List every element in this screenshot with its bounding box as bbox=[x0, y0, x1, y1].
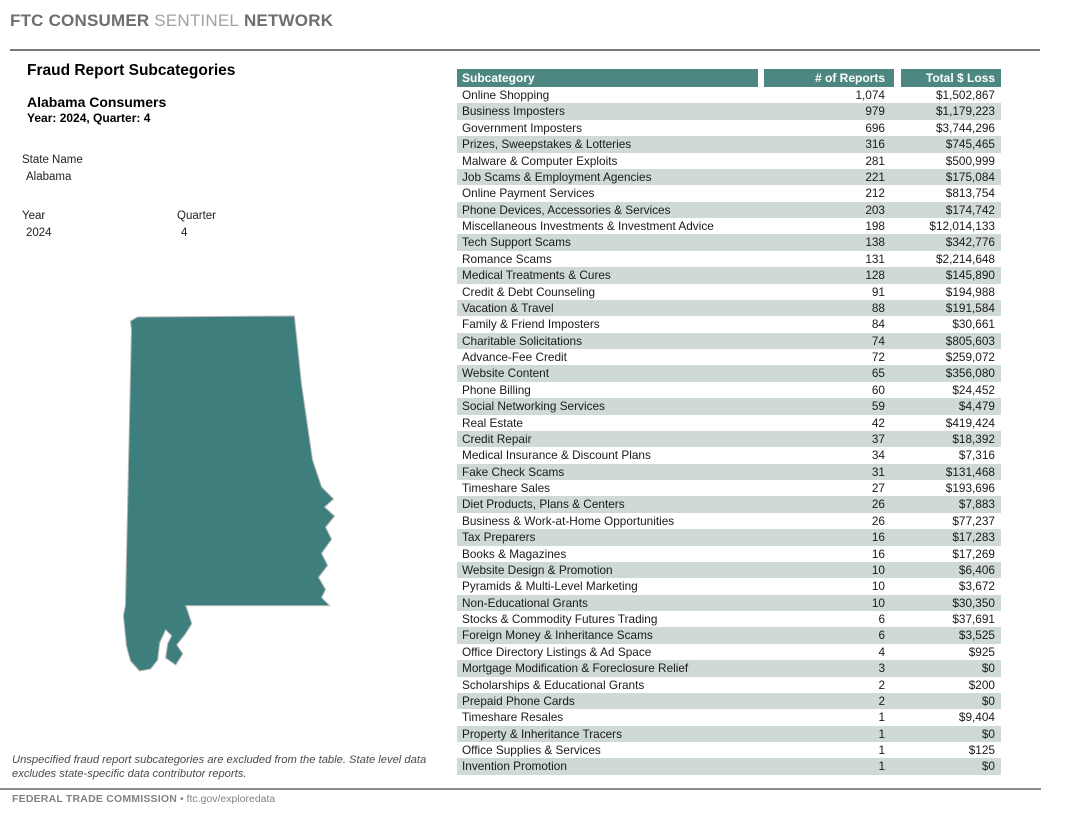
total-loss-cell: $145,890 bbox=[945, 268, 995, 283]
subcategory-cell: Tax Preparers bbox=[462, 530, 536, 545]
table-row[interactable] bbox=[457, 87, 1001, 103]
num-reports-cell: 26 bbox=[871, 513, 885, 528]
table-row[interactable] bbox=[457, 447, 1001, 463]
table-row[interactable] bbox=[457, 202, 1001, 218]
footer-agency: FEDERAL TRADE COMMISSION bbox=[12, 793, 178, 805]
total-loss-cell: $500,999 bbox=[945, 153, 995, 168]
footer-url[interactable]: ftc.gov/exploredata bbox=[186, 793, 276, 805]
subcategory-cell: Non-Educational Grants bbox=[462, 595, 588, 610]
footer-attribution bbox=[12, 793, 275, 805]
subcategory-cell: Family & Friend Imposters bbox=[462, 317, 600, 332]
num-reports-cell: 696 bbox=[865, 120, 885, 135]
subcategory-cell: Website Design & Promotion bbox=[462, 562, 613, 577]
num-reports-cell: 16 bbox=[871, 530, 885, 545]
subcategory-cell: Books & Magazines bbox=[462, 546, 567, 561]
num-reports-cell: 74 bbox=[871, 333, 885, 348]
num-reports-cell: 221 bbox=[865, 169, 885, 184]
subcategory-cell: Pyramids & Multi-Level Marketing bbox=[462, 579, 638, 594]
subcategory-cell: Office Supplies & Services bbox=[462, 743, 601, 757]
subcategory-cell: Stocks & Commodity Futures Trading bbox=[462, 612, 658, 626]
subcategory-cell: Fake Check Scams bbox=[462, 464, 565, 479]
table-header-row bbox=[457, 69, 1001, 87]
table-body bbox=[457, 87, 1001, 775]
column-header-total-loss[interactable]: Total $ Loss bbox=[901, 69, 1001, 87]
total-loss-cell: $174,742 bbox=[945, 202, 995, 217]
subcategory-cell: Online Shopping bbox=[462, 88, 550, 102]
subcategory-cell: Business Imposters bbox=[462, 104, 565, 119]
table-row[interactable] bbox=[457, 349, 1001, 365]
table-row[interactable] bbox=[457, 316, 1001, 332]
num-reports-cell: 2 bbox=[878, 693, 885, 708]
alabama-state-map[interactable] bbox=[116, 311, 342, 681]
num-reports-cell: 26 bbox=[871, 497, 885, 512]
total-loss-cell: $356,080 bbox=[945, 366, 995, 381]
table-row[interactable] bbox=[457, 726, 1001, 742]
subcategory-cell: Social Networking Services bbox=[462, 399, 605, 414]
num-reports-cell: 4 bbox=[878, 644, 885, 659]
total-loss-cell: $3,525 bbox=[958, 628, 995, 643]
quarter-filter-label: Quarter bbox=[177, 210, 216, 222]
table-row[interactable] bbox=[457, 480, 1001, 496]
num-reports-cell: 281 bbox=[865, 153, 885, 168]
total-loss-cell: $419,424 bbox=[945, 415, 995, 430]
table-row[interactable] bbox=[457, 333, 1001, 349]
fraud-subcategories-table bbox=[457, 69, 1001, 775]
total-loss-cell: $17,283 bbox=[952, 530, 995, 545]
page-title: Fraud Report Subcategories bbox=[27, 62, 236, 79]
num-reports-cell: 316 bbox=[865, 137, 885, 152]
num-reports-cell: 203 bbox=[865, 202, 885, 217]
table-row[interactable] bbox=[457, 496, 1001, 512]
subcategory-cell: Credit & Debt Counseling bbox=[462, 284, 596, 299]
num-reports-cell: 42 bbox=[871, 415, 885, 430]
num-reports-cell: 1,074 bbox=[855, 88, 885, 102]
num-reports-cell: 10 bbox=[871, 562, 885, 577]
table-row[interactable] bbox=[457, 284, 1001, 300]
num-reports-cell: 37 bbox=[871, 431, 885, 446]
alabama-state-shape-icon bbox=[116, 311, 342, 681]
total-loss-cell: $175,084 bbox=[945, 169, 995, 184]
state-filter-label: State Name bbox=[22, 154, 83, 166]
brand-part-network: NETWORK bbox=[243, 11, 334, 30]
table-row[interactable] bbox=[457, 595, 1001, 611]
subcategory-cell: Medical Insurance & Discount Plans bbox=[462, 448, 651, 463]
report-period: Year: 2024, Quarter: 4 bbox=[27, 111, 151, 125]
table-row[interactable] bbox=[457, 660, 1001, 676]
num-reports-cell: 6 bbox=[878, 628, 885, 643]
table-row[interactable] bbox=[457, 709, 1001, 725]
num-reports-cell: 27 bbox=[871, 481, 885, 495]
subcategory-cell: Medical Treatments & Cures bbox=[462, 268, 611, 283]
state-filter-value[interactable]: Alabama bbox=[26, 171, 72, 183]
total-loss-cell: $342,776 bbox=[945, 235, 995, 250]
subcategory-cell: Office Directory Listings & Ad Space bbox=[462, 644, 652, 659]
table-row[interactable] bbox=[457, 693, 1001, 709]
table-row[interactable] bbox=[457, 136, 1001, 152]
subcategory-cell: Phone Devices, Accessories & Services bbox=[462, 202, 671, 217]
subcategory-cell: Tech Support Scams bbox=[462, 235, 571, 250]
table-row[interactable] bbox=[457, 529, 1001, 545]
table-row[interactable] bbox=[457, 169, 1001, 185]
table-row[interactable] bbox=[457, 758, 1001, 774]
subcategory-cell: Real Estate bbox=[462, 415, 523, 430]
brand-header bbox=[10, 11, 333, 31]
table-row[interactable] bbox=[457, 300, 1001, 316]
table-row[interactable] bbox=[457, 267, 1001, 283]
subcategory-cell: Miscellaneous Investments & Investment Advice bbox=[462, 219, 714, 233]
table-row[interactable] bbox=[457, 382, 1001, 398]
table-row[interactable] bbox=[457, 513, 1001, 529]
total-loss-cell: $30,661 bbox=[952, 317, 995, 332]
subcategory-cell: Malware & Computer Exploits bbox=[462, 153, 618, 168]
subcategory-cell: Business & Work-at-Home Opportunities bbox=[462, 513, 675, 528]
num-reports-cell: 198 bbox=[865, 219, 885, 233]
num-reports-cell: 34 bbox=[871, 448, 885, 463]
total-loss-cell: $77,237 bbox=[952, 513, 995, 528]
num-reports-cell: 138 bbox=[865, 235, 885, 250]
num-reports-cell: 1 bbox=[878, 726, 885, 741]
table-footnote: Unspecified fraud report subcategories are excluded from the table. State level data excludes state-specific data contributor reports. bbox=[12, 754, 427, 780]
table-row[interactable] bbox=[457, 644, 1001, 660]
total-loss-cell: $0 bbox=[981, 726, 995, 741]
total-loss-cell: $813,754 bbox=[945, 186, 995, 201]
total-loss-cell: $17,269 bbox=[952, 546, 995, 561]
num-reports-cell: 88 bbox=[871, 300, 885, 315]
total-loss-cell: $24,452 bbox=[952, 382, 995, 397]
total-loss-cell: $925 bbox=[968, 644, 995, 659]
subcategory-cell: Vacation & Travel bbox=[462, 300, 554, 315]
num-reports-cell: 128 bbox=[865, 268, 885, 283]
subcategory-cell: Foreign Money & Inheritance Scams bbox=[462, 628, 653, 643]
num-reports-cell: 212 bbox=[865, 186, 885, 201]
table-row[interactable] bbox=[457, 153, 1001, 169]
num-reports-cell: 131 bbox=[865, 251, 885, 266]
total-loss-cell: $194,988 bbox=[945, 284, 995, 299]
report-subtitle: Alabama Consumers bbox=[27, 94, 167, 110]
quarter-filter-value[interactable]: 4 bbox=[181, 227, 188, 239]
num-reports-cell: 979 bbox=[865, 104, 885, 119]
num-reports-cell: 2 bbox=[878, 677, 885, 692]
total-loss-cell: $18,392 bbox=[952, 431, 995, 446]
subcategory-cell: Charitable Solicitations bbox=[462, 333, 582, 348]
subcategory-cell: Timeshare Sales bbox=[462, 481, 551, 495]
num-reports-cell: 1 bbox=[878, 710, 885, 725]
total-loss-cell: $3,744,296 bbox=[935, 120, 995, 135]
subcategory-cell: Credit Repair bbox=[462, 431, 532, 446]
total-loss-cell: $30,350 bbox=[952, 595, 995, 610]
table-row[interactable] bbox=[457, 677, 1001, 693]
num-reports-cell: 1 bbox=[878, 759, 885, 774]
num-reports-cell: 84 bbox=[871, 317, 885, 332]
total-loss-cell: $191,584 bbox=[945, 300, 995, 315]
table-row[interactable] bbox=[457, 103, 1001, 119]
total-loss-cell: $6,406 bbox=[958, 562, 995, 577]
column-header-subcategory[interactable]: Subcategory bbox=[457, 69, 758, 87]
subcategory-cell: Website Content bbox=[462, 366, 549, 381]
brand-part-sentinel: SENTINEL bbox=[154, 11, 240, 30]
table-row[interactable] bbox=[457, 464, 1001, 480]
table-row[interactable] bbox=[457, 562, 1001, 578]
table-row[interactable] bbox=[457, 415, 1001, 431]
total-loss-cell: $4,479 bbox=[958, 399, 995, 414]
subcategory-cell: Prepaid Phone Cards bbox=[462, 693, 575, 708]
table-row[interactable] bbox=[457, 234, 1001, 250]
table-row[interactable] bbox=[457, 627, 1001, 643]
table-row[interactable] bbox=[457, 578, 1001, 594]
num-reports-cell: 10 bbox=[871, 579, 885, 594]
subcategory-cell: Job Scams & Employment Agencies bbox=[462, 169, 652, 184]
total-loss-cell: $9,404 bbox=[958, 710, 995, 725]
num-reports-cell: 31 bbox=[871, 464, 885, 479]
total-loss-cell: $1,179,223 bbox=[935, 104, 995, 119]
brand-part-ftc-consumer: FTC CONSUMER bbox=[10, 11, 150, 30]
header-divider bbox=[10, 49, 1040, 51]
num-reports-cell: 6 bbox=[878, 612, 885, 626]
total-loss-cell: $745,465 bbox=[945, 137, 995, 152]
subcategory-cell: Diet Products, Plans & Centers bbox=[462, 497, 625, 512]
subcategory-cell: Invention Promotion bbox=[462, 759, 567, 774]
total-loss-cell: $131,468 bbox=[945, 464, 995, 479]
table-row[interactable] bbox=[457, 546, 1001, 562]
total-loss-cell: $0 bbox=[981, 693, 995, 708]
table-row[interactable] bbox=[457, 365, 1001, 381]
table-row[interactable] bbox=[457, 431, 1001, 447]
subcategory-cell: Phone Billing bbox=[462, 382, 531, 397]
total-loss-cell: $200 bbox=[968, 677, 995, 692]
total-loss-cell: $805,603 bbox=[945, 333, 995, 348]
num-reports-cell: 10 bbox=[871, 595, 885, 610]
total-loss-cell: $0 bbox=[981, 759, 995, 774]
num-reports-cell: 3 bbox=[878, 661, 885, 676]
subcategory-cell: Government Imposters bbox=[462, 120, 582, 135]
total-loss-cell: $259,072 bbox=[945, 350, 995, 364]
total-loss-cell: $1,502,867 bbox=[935, 88, 995, 102]
total-loss-cell: $0 bbox=[981, 661, 995, 676]
num-reports-cell: 60 bbox=[871, 382, 885, 397]
subcategory-cell: Online Payment Services bbox=[462, 186, 595, 201]
subcategory-cell: Prizes, Sweepstakes & Lotteries bbox=[462, 137, 632, 152]
num-reports-cell: 72 bbox=[871, 350, 885, 364]
subcategory-cell: Scholarships & Educational Grants bbox=[462, 677, 645, 692]
table-row[interactable] bbox=[457, 185, 1001, 201]
subcategory-cell: Property & Inheritance Tracers bbox=[462, 726, 622, 741]
subcategory-cell: Advance-Fee Credit bbox=[462, 350, 567, 364]
table-row[interactable] bbox=[457, 611, 1001, 627]
num-reports-cell: 1 bbox=[878, 743, 885, 757]
total-loss-cell: $37,691 bbox=[952, 612, 995, 626]
table-row[interactable] bbox=[457, 218, 1001, 234]
subcategory-cell: Romance Scams bbox=[462, 251, 552, 266]
total-loss-cell: $7,316 bbox=[958, 448, 995, 463]
total-loss-cell: $2,214,648 bbox=[935, 251, 995, 266]
total-loss-cell: $12,014,133 bbox=[929, 219, 995, 233]
column-header-num-reports[interactable]: # of Reports bbox=[764, 69, 894, 87]
num-reports-cell: 16 bbox=[871, 546, 885, 561]
subcategory-cell: Timeshare Resales bbox=[462, 710, 564, 725]
table-row[interactable] bbox=[457, 398, 1001, 414]
table-row[interactable] bbox=[457, 120, 1001, 136]
table-row[interactable] bbox=[457, 251, 1001, 267]
total-loss-cell: $7,883 bbox=[958, 497, 995, 512]
num-reports-cell: 65 bbox=[871, 366, 885, 381]
total-loss-cell: $193,696 bbox=[945, 481, 995, 495]
num-reports-cell: 59 bbox=[871, 399, 885, 414]
subcategory-cell: Mortgage Modification & Foreclosure Relief bbox=[462, 661, 689, 676]
year-filter-label: Year bbox=[22, 210, 46, 222]
footer-divider bbox=[0, 788, 1041, 790]
total-loss-cell: $125 bbox=[968, 743, 995, 757]
year-filter-value[interactable]: 2024 bbox=[26, 227, 52, 239]
table-row[interactable] bbox=[457, 742, 1001, 758]
total-loss-cell: $3,672 bbox=[958, 579, 995, 594]
num-reports-cell: 91 bbox=[871, 284, 885, 299]
footer-separator: • bbox=[177, 793, 187, 805]
